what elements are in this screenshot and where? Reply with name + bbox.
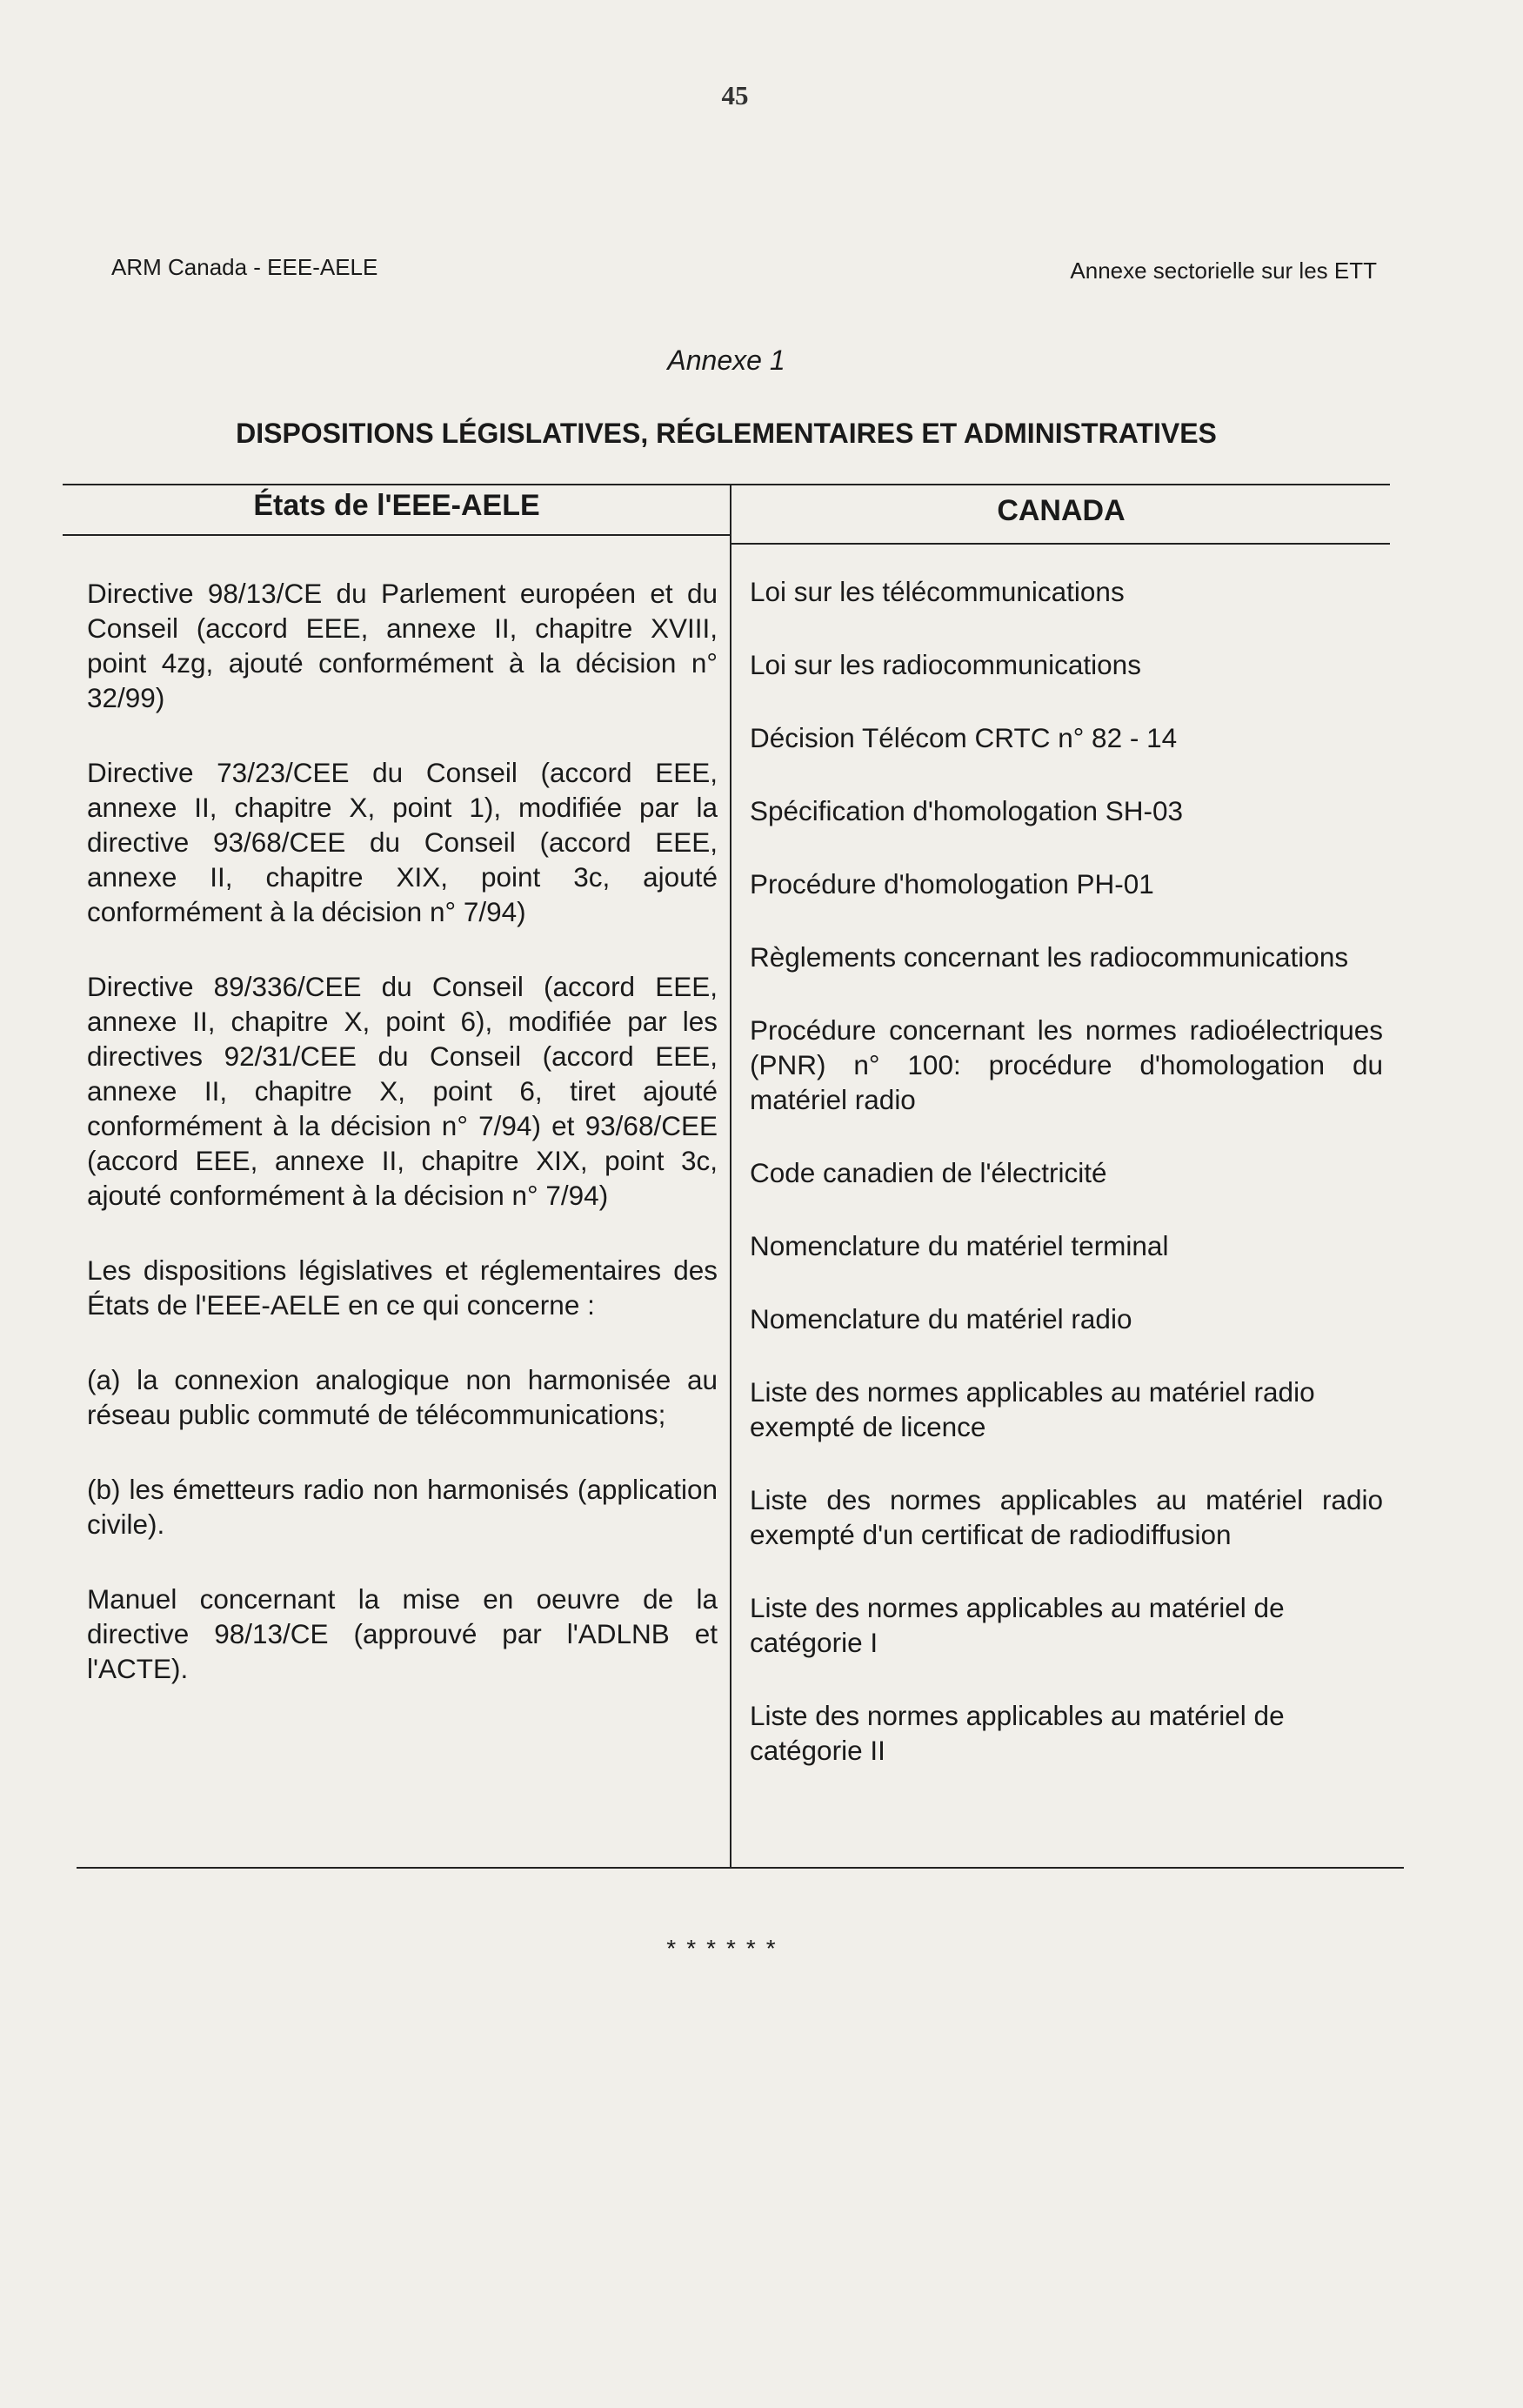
main-title: DISPOSITIONS LÉGISLATIVES, RÉGLEMENTAIRES ET ADMINISTRATIVES: [236, 418, 1217, 449]
left-entry-1: Directive 98/13/CE du Parlement européen et du Conseil (accord EEE, annexe II, chapitre XVIII, point 4zg, ajouté conformément à la décision n° 32/99): [87, 578, 718, 713]
left-entry-2: Directive 73/23/CEE du Conseil (accord EEE, annexe II, chapitre X, point 1), modifiée par la directive 93/68/CEE du Conseil (accord EEE, annexe II, chapitre XIX, point 3c, ajouté conformément à la décision n° 7/94): [87, 757, 718, 927]
right-entry-7: Procédure concernant les normes radioélectriques (PNR) n° 100: procédure d'homologation du matériel radio: [750, 1014, 1383, 1115]
left-column-header: États de l'EEE-AELE: [253, 489, 540, 522]
right-column: [750, 574, 1383, 1768]
right-entry-9: Nomenclature du matériel terminal: [750, 1230, 1169, 1261]
left-entry-5: (a) la connexion analogique non harmonisée au réseau public commuté de télécommunications;: [87, 1364, 718, 1430]
end-mark: ******: [666, 1935, 786, 1962]
right-entry-12: Liste des normes applicables au matériel radio exempté d'un certificat de radiodiffusion: [750, 1484, 1383, 1550]
table-top-rule: [63, 484, 1390, 485]
running-header-right: Annexe sectorielle sur les ETT: [1070, 258, 1377, 284]
left-entry-3: Directive 89/336/CEE du Conseil (accord EEE, annexe II, chapitre X, point 6), modifiée par les directives 92/31/CEE du Conseil (accord EEE, annexe II, chapitre X, point 6, tiret ajouté conformément à la décision n° 7/94) et 93/68/CEE (accord EEE, annexe II, chapitre XIX, point 3c, ajouté conformément à la décision n° 7/94): [87, 971, 718, 1211]
right-entry-11: Liste des normes applicables au matériel radio exempté de licence: [750, 1376, 1315, 1442]
right-column-header: CANADA: [997, 494, 1126, 527]
right-header-rule: [731, 543, 1390, 545]
left-entry-7: Manuel concernant la mise en oeuvre de la directive 98/13/CE (approuvé par l'ADLNB et l'ACTE).: [87, 1583, 718, 1684]
right-entry-5: Procédure d'homologation PH-01: [750, 868, 1154, 900]
right-entry-8: Code canadien de l'électricité: [750, 1157, 1107, 1188]
right-entry-13: Liste des normes applicables au matériel de catégorie I: [750, 1592, 1285, 1658]
page-number: 45: [721, 80, 749, 110]
right-entry-4: Spécification d'homologation SH-03: [750, 795, 1184, 826]
left-header-rule: [63, 534, 731, 536]
running-header-left: ARM Canada - EEE-AELE: [111, 254, 378, 280]
right-entry-10: Nomenclature du matériel radio: [750, 1303, 1132, 1334]
left-entry-4: Les dispositions législatives et réglementaires des États de l'EEE-AELE en ce qui concerne :: [87, 1254, 718, 1321]
left-entry-6: (b) les émetteurs radio non harmonisés (application civile).: [87, 1474, 718, 1540]
right-entry-3: Décision Télécom CRTC n° 82 - 14: [750, 722, 1178, 753]
left-column: [87, 576, 718, 1686]
right-entry-1: Loi sur les télécommunications: [750, 576, 1125, 607]
column-divider: [730, 484, 731, 1867]
right-entry-6: Règlements concernant les radiocommunications: [750, 941, 1349, 973]
annex-title: Annexe 1: [667, 344, 785, 376]
right-entry-2: Loi sur les radiocommunications: [750, 649, 1141, 680]
table-bottom-rule: [77, 1867, 1404, 1869]
right-entry-14: Liste des normes applicables au matériel de catégorie II: [750, 1700, 1285, 1766]
